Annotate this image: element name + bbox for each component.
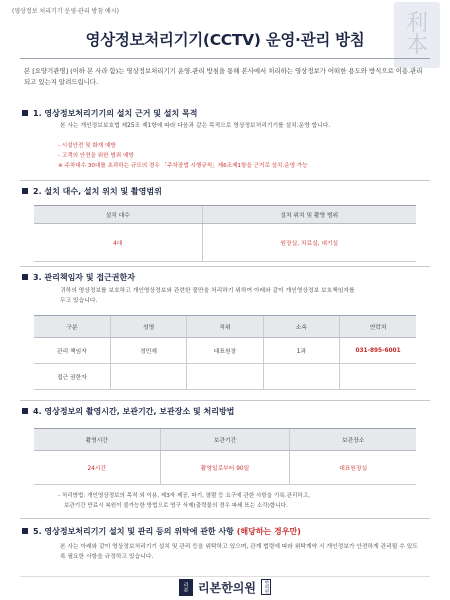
section-4-heading: 4. 영상정보의 촬영시간, 보관기간, 보관장소 및 처리방법 (22, 406, 428, 417)
table-cell (110, 364, 186, 390)
clinic-logo-icon: 리본 (179, 579, 193, 596)
intro-paragraph: 본 [요양기관명] (이하 본 사라 함)는 영상정보처리기기 운영.관리 방침을 통해 본사에서 처리하는 영상정보가 어떠한 용도와 방식으로 이용.관리되고 있는지 알려드립니다. (24, 67, 423, 86)
title-divider (20, 58, 430, 59)
square-bullet-icon (22, 528, 28, 534)
table-cell: 관리 책임자 (34, 338, 110, 364)
table-header: 설치 대수 (34, 206, 202, 224)
section-divider (20, 180, 430, 181)
table-header: 성명 (110, 316, 186, 338)
square-bullet-icon (22, 188, 28, 194)
table-cell: 원장실, 치료실, 대기실 (202, 224, 416, 262)
section-5-heading-note: (해당하는 경우만) (236, 527, 301, 536)
section-4-notes (58, 491, 418, 511)
square-bullet-icon (22, 110, 28, 116)
table-header: 촬영시간 (34, 429, 160, 451)
table-cell: 4대 (34, 224, 202, 262)
manager-table (34, 315, 416, 390)
table-header: 보관기간 (160, 429, 290, 451)
table-cell: 24시간 (34, 451, 160, 485)
retention-table (34, 428, 416, 485)
section-2-heading: 2. 설치 대수, 설치 위치 및 촬영범위 (22, 186, 428, 197)
section-3-body: 귀하의 영상정보를 보호하고 개인영상정보와 관련한 불만을 처리하기 위하여 아래와 같이 개인영상정보 보호책임자를 두고 있습니다. (60, 288, 355, 304)
table-header: 설치 위치 및 촬영 범위 (202, 206, 416, 224)
list-item: ※ 주차대수 30대를 초과하는 규모의 경우 「주차장법 시행규칙」제6조제1항을 근거로 설치.운영 가능 (58, 163, 308, 169)
table-header: 소속 (263, 316, 339, 338)
square-bullet-icon (22, 408, 28, 414)
section-1-body: 본 사는 개인정보보호법 제25조 제1항에 따라 다음과 같은 목적으로 영상정보처리기기를 설치.운영 합니다. (60, 123, 331, 129)
page-title: 영상정보처리기기(CCTV) 운영·관리 방침 (85, 31, 365, 49)
table-header: 연락처 (340, 316, 416, 338)
table-cell: 접근 권한자 (34, 364, 110, 390)
table-cell (187, 364, 263, 390)
table-cell (340, 364, 416, 390)
install-table (34, 205, 416, 262)
footer-divider (20, 576, 430, 577)
table-row (34, 338, 416, 364)
table-row (34, 364, 416, 390)
list-item: - 처리방법: 개인영상정보의 목적 외 이용, 제3자 제공, 파기, 열람 등 요구에 관한 사항을 기록.관리하고, (58, 493, 310, 499)
table-header: 구분 (34, 316, 110, 338)
table-header: 직위 (187, 316, 263, 338)
section-divider (20, 266, 430, 267)
table-cell: 031-895-6001 (340, 338, 416, 364)
table-row (34, 224, 416, 262)
section-3-heading: 3. 관리책임자 및 접근권한자 (22, 272, 428, 283)
square-bullet-icon (22, 274, 28, 280)
table-cell (263, 364, 339, 390)
section-divider (20, 518, 430, 519)
table-row (34, 451, 416, 485)
list-item: 보관기간 만료시 복원이 불가능한 방법으로 영구 삭제(출력물의 경우 파쇄 또는 소각)합니다. (64, 503, 288, 509)
section-5-body: 본 사는 아래와 같이 영상정보처리기기 설치 및 관리 등을 위탁하고 있으며, 관계 법령에 따라 위탁계약 시 개인정보가 안전하게 관리될 수 있도록 필요한 사항을 규정하고 있습니다. (60, 544, 418, 560)
footer-logo (0, 578, 450, 596)
section-divider (20, 400, 430, 401)
section-5-heading: 5. 영상정보처리기기 설치 및 관리 등의 위탁에 관한 사항 (해당하는 경우만) (22, 526, 428, 537)
table-header: 보관장소 (290, 429, 416, 451)
table-cell: 대표원장 (187, 338, 263, 364)
table-cell: 대표원장실 (290, 451, 416, 485)
list-item: - 고객의 안전을 위한 범죄 예방 (58, 153, 134, 159)
top-note: (영상정보 처리기기 운영·관리 방침 예시) (12, 8, 119, 15)
table-cell: 1과 (263, 338, 339, 364)
table-cell: 촬영일로부터 90일 (160, 451, 290, 485)
seal-watermark-icon: 利 本 (394, 2, 440, 68)
list-item: - 시설안전 및 화재 예방 (58, 143, 116, 149)
table-cell: 정민재 (110, 338, 186, 364)
section-1-heading: 1. 영상정보처리기기의 설치 근거 및 설치 목적 (22, 108, 428, 119)
section-1-bullets (58, 141, 418, 171)
clinic-tag: 한의원 (261, 579, 271, 595)
clinic-name: 리본한의원 (198, 580, 256, 595)
